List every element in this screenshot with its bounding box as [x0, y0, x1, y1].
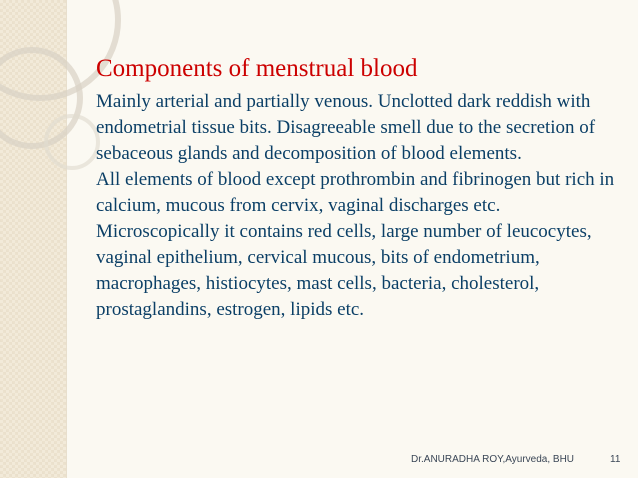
textured-side-panel: [0, 0, 67, 478]
footer-author: Dr.ANURADHA ROY,Ayurveda, BHU: [411, 454, 575, 465]
page-number: 11: [610, 454, 621, 465]
paragraph-blood-elements: All elements of blood except prothrombin and fibrinogen but rich in calcium, mucous from cervix, vaginal discharges etc.: [96, 169, 615, 216]
slide-title: Components of menstrual blood: [96, 55, 418, 82]
paragraph-composition: Mainly arterial and partially venous. Unclotted dark reddish with endometrial tissue bits. Disagreeable smell due to the secretion of sebaceous glands and decomposition of blood elements.: [96, 91, 596, 164]
paragraph-microscopy: Microscopically it contains red cells, large number of leucocytes, vaginal epithelium, cervical mucous, bits of endometrium, macrophages, histiocytes, mast cells, bacteria, cholesterol, prostaglandins, estrogen, lipids etc.: [96, 221, 592, 320]
slide-body: [96, 89, 621, 323]
